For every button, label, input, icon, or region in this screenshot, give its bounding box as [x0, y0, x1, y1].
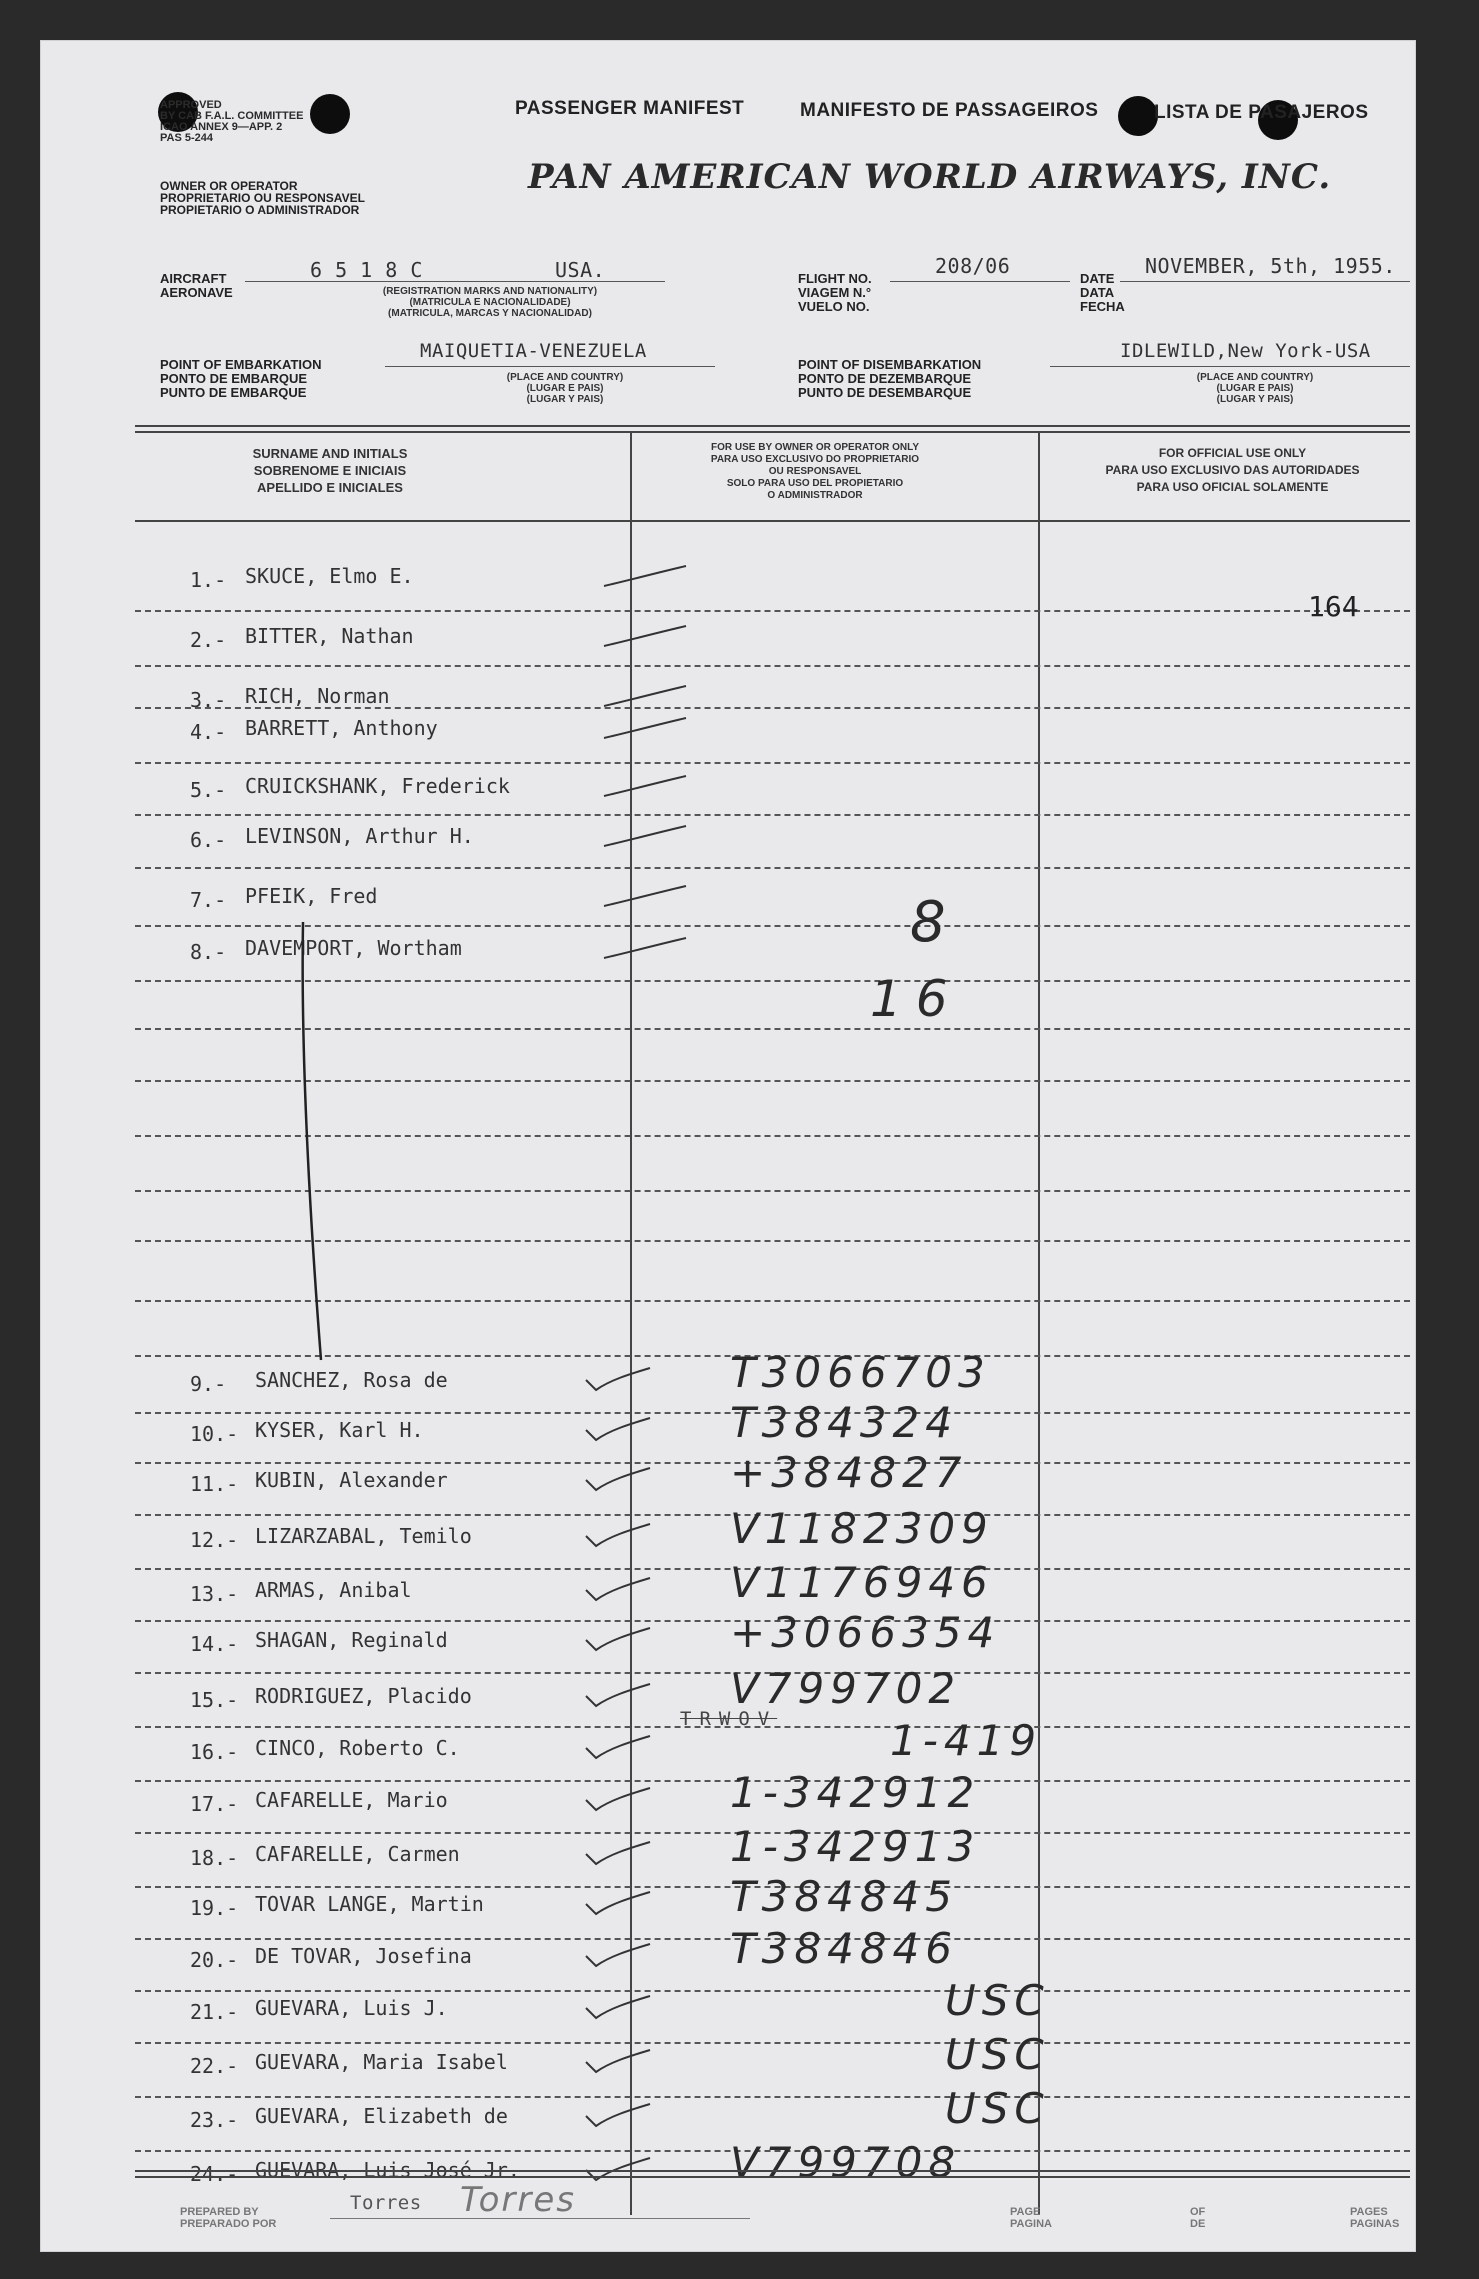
passenger-name: DE TOVAR, Josefina — [255, 1944, 472, 1968]
title-pt: MANIFESTO DE PASSAGEIROS — [800, 100, 1099, 121]
embark-label-line: PUNTO DE EMBARQUE — [160, 385, 307, 400]
check-mark-icon — [580, 1416, 670, 1446]
check-mark-icon — [580, 1734, 670, 1764]
check-mark-icon — [580, 1626, 670, 1656]
passenger-name: CAFARELLE, Carmen — [255, 1842, 460, 1866]
passenger-name: SANCHEZ, Rosa de — [255, 1368, 448, 1392]
passenger-name: BITTER, Nathan — [245, 624, 414, 648]
embark-sub — [480, 372, 650, 405]
col-header-line: FOR OFFICIAL USE ONLY — [1158, 446, 1307, 460]
check-mark-icon — [580, 1366, 670, 1396]
field-underline — [890, 281, 1070, 282]
flight-value: 208/06 — [935, 254, 1011, 278]
manifest-sheet — [40, 40, 1416, 2252]
place-sub-line: (PLACE AND COUNTRY) — [506, 372, 624, 383]
disembark-label-line: PUNTO DE DESEMBARQUE — [798, 385, 972, 400]
passenger-number: 12.- — [190, 1528, 239, 1552]
document-number: V1176946 — [730, 1558, 994, 1607]
row-rule — [135, 2042, 1410, 2044]
passenger-number: 16.- — [190, 1740, 239, 1764]
document-number: V1182309 — [730, 1504, 994, 1553]
col-header-official — [1045, 445, 1420, 496]
of-label-line: DE — [1190, 2218, 1206, 2230]
prepared-value: Torres — [350, 2192, 422, 2214]
embark-label — [160, 358, 322, 400]
check-mark-icon — [580, 2102, 670, 2132]
aircraft-label — [160, 272, 233, 300]
passenger-name: KYSER, Karl H. — [255, 1418, 424, 1442]
check-mark-icon — [580, 1994, 670, 2024]
document-number: USC — [945, 2084, 1050, 2133]
passenger-name: DAVEMPORT, Wortham — [245, 936, 462, 960]
document-number: T384324 — [730, 1398, 958, 1447]
col-header-line: SOBRENOME E INICIAIS — [253, 463, 407, 478]
place-sub-line: (PLACE AND COUNTRY) — [1196, 372, 1314, 383]
passenger-name: GUEVARA, Luis J. — [255, 1996, 448, 2020]
passenger-number: 2.- — [190, 628, 227, 652]
disembark-label — [798, 358, 981, 400]
prepared-label-line: PREPARADO POR — [180, 2218, 277, 2230]
row-rule — [135, 762, 1410, 764]
document-number: +384827 — [730, 1448, 968, 1497]
flight-label-line: FLIGHT NO. — [798, 271, 872, 286]
row-rule — [135, 665, 1410, 667]
place-sub-line: (LUGAR E PAIS) — [1216, 383, 1294, 394]
passenger-number: 19.- — [190, 1896, 239, 1920]
embark-value: MAIQUETIA-VENEZUELA — [420, 340, 647, 362]
passenger-number: 18.- — [190, 1846, 239, 1870]
row-rule — [135, 814, 1410, 816]
embark-label-line: POINT OF EMBARKATION — [160, 357, 322, 372]
check-mark-icon — [600, 882, 690, 912]
flight-label-line: VUELO NO. — [798, 299, 870, 314]
passenger-name: SHAGAN, Reginald — [255, 1628, 448, 1652]
document-number: USC — [945, 2030, 1050, 2079]
handwritten-tally-1: 8 — [910, 890, 952, 955]
official-note: 164 — [1308, 590, 1359, 623]
aircraft-label-line: AERONAVE — [160, 285, 233, 300]
signature: Torres — [460, 2180, 576, 2220]
check-mark-icon — [600, 934, 690, 964]
check-mark-icon — [580, 1576, 670, 1606]
check-mark-icon — [600, 682, 690, 712]
row-rule — [135, 867, 1410, 869]
field-underline — [245, 281, 665, 282]
check-mark-icon — [600, 562, 690, 592]
owner-label-line: PROPIETARIO O ADMINISTRADOR — [160, 203, 360, 217]
passenger-name: PFEIK, Fred — [245, 884, 378, 908]
document-number: V799702 — [730, 1664, 962, 1713]
field-underline — [1050, 366, 1410, 367]
page-label-line: PAGINA — [1010, 2218, 1052, 2230]
document-number: V799708 — [730, 2138, 962, 2187]
col-header-line: SOLO PARA USO DEL PROPIETARIO — [726, 478, 904, 489]
row-rule — [135, 1990, 1410, 1992]
page-label — [1010, 2206, 1052, 2230]
passenger-number: 11.- — [190, 1472, 239, 1496]
passenger-number: 15.- — [190, 1688, 239, 1712]
date-label — [1080, 272, 1125, 314]
approval-line: APPROVED — [160, 99, 222, 111]
document-number: 1-419 — [890, 1716, 1043, 1765]
title-en: PASSENGER MANIFEST — [515, 98, 745, 119]
disembark-sub — [1170, 372, 1340, 405]
passenger-number: 20.- — [190, 1948, 239, 1972]
col-header-line: APELLIDO E INICIALES — [257, 480, 403, 495]
row-rule — [135, 2096, 1410, 2098]
owner-label-line: PROPRIETARIO OU RESPONSAVEL — [160, 191, 365, 205]
document-number: USC — [945, 1976, 1050, 2025]
check-mark-icon — [580, 1522, 670, 1552]
header-bottom-rule — [135, 520, 1410, 522]
passenger-name: SKUCE, Elmo E. — [245, 564, 414, 588]
passenger-name: GUEVARA, Luis José Jr. — [255, 2158, 520, 2182]
approval-line: ICAO ANNEX 9—APP. 2 — [160, 121, 283, 133]
aircraft-sub-line: (REGISTRATION MARKS AND NATIONALITY) — [382, 286, 598, 297]
page-label-line: PAGE — [1010, 2206, 1041, 2218]
pages-label — [1350, 2206, 1399, 2230]
document-number: 1-342912 — [730, 1768, 981, 1817]
passenger-number: 10.- — [190, 1422, 239, 1446]
footer-top-rule — [135, 2176, 1410, 2178]
passenger-name: CRUICKSHANK, Frederick — [245, 774, 510, 798]
pen-line — [295, 920, 335, 1370]
check-mark-icon — [580, 1466, 670, 1496]
disembark-label-line: PONTO DE DEZEMBARQUE — [798, 371, 972, 386]
place-sub-line: (LUGAR Y PAIS) — [526, 394, 604, 405]
passenger-number: 23.- — [190, 2108, 239, 2132]
aircraft-sub-line: (MATRICULA, MARCAS Y NACIONALIDAD) — [388, 308, 592, 319]
col-header-line: OU RESPONSAVEL — [768, 466, 862, 477]
check-mark-icon — [600, 772, 690, 802]
passenger-number: 7.- — [190, 888, 227, 912]
table-top-rule — [135, 425, 1410, 427]
document-number: +3066354 — [730, 1608, 1001, 1657]
col-header-line: FOR USE BY OWNER OR OPERATOR ONLY — [711, 442, 919, 453]
passenger-number: 22.- — [190, 2054, 239, 2078]
passenger-number: 6.- — [190, 828, 227, 852]
passenger-number: 5.- — [190, 778, 227, 802]
passenger-number: 4.- — [190, 720, 227, 744]
check-mark-icon — [580, 1942, 670, 1972]
check-mark-icon — [580, 1890, 670, 1920]
place-sub-line: (LUGAR E PAIS) — [526, 383, 604, 394]
col-header-names — [190, 445, 470, 496]
passenger-number: 9.- — [190, 1372, 227, 1396]
date-label-line: DATE — [1080, 271, 1115, 286]
passenger-name: KUBIN, Alexander — [255, 1468, 448, 1492]
check-mark-icon — [580, 1840, 670, 1870]
footer-top-rule — [135, 2170, 1410, 2172]
aircraft-sub-line: (MATRICULA E NACIONALIDADE) — [409, 297, 571, 308]
passenger-number: 1.- — [190, 568, 227, 592]
passenger-name: TOVAR LANGE, Martin — [255, 1892, 484, 1916]
owner-label-line: OWNER OR OPERATOR — [160, 179, 298, 193]
aircraft-label-line: AIRCRAFT — [160, 271, 227, 286]
check-mark-icon — [580, 1682, 670, 1712]
date-label-line: FECHA — [1080, 299, 1125, 314]
ink-blot — [1118, 96, 1158, 136]
aircraft-value: 6 5 1 8 C — [310, 258, 423, 282]
aircraft-sub — [340, 286, 640, 319]
passenger-number: 24.- — [190, 2162, 239, 2186]
passenger-name: LEVINSON, Arthur H. — [245, 824, 474, 848]
check-mark-icon — [580, 2048, 670, 2078]
passenger-number: 21.- — [190, 2000, 239, 2024]
passenger-name: CINCO, Roberto C. — [255, 1736, 460, 1760]
document-number: T3066703 — [730, 1348, 991, 1397]
passenger-name: GUEVARA, Maria Isabel — [255, 2050, 508, 2074]
flight-label-line: VIAGEM N.° — [798, 285, 872, 300]
approval-block — [160, 100, 390, 144]
col-header-line: PARA USO OFICIAL SOLAMENTE — [1136, 480, 1329, 494]
document-number: T384845 — [730, 1872, 958, 1921]
check-mark-icon — [600, 714, 690, 744]
pages-label-line: PAGINAS — [1350, 2218, 1400, 2230]
passenger-number: 17.- — [190, 1792, 239, 1816]
handwritten-tally-2: 16 — [870, 970, 962, 1028]
passenger-number: 8.- — [190, 940, 227, 964]
col-header-line: PARA USO EXCLUSIVO DAS AUTORIDADES — [1105, 463, 1360, 477]
embark-label-line: PONTO DE EMBARQUE — [160, 371, 308, 386]
of-label-line: OF — [1190, 2206, 1206, 2218]
col-header-line: PARA USO EXCLUSIVO DO PROPRIETARIO — [710, 454, 920, 465]
owner-label — [160, 180, 365, 216]
pages-label-line: PAGES — [1350, 2206, 1388, 2218]
of-label — [1190, 2206, 1205, 2230]
passenger-name: RICH, Norman — [245, 684, 390, 708]
disembark-value: IDLEWILD,New York-USA — [1120, 340, 1371, 362]
col-header-line: O ADMINISTRADOR — [767, 490, 863, 501]
company-name: PAN AMERICAN WORLD AIRWAYS, INC. — [528, 157, 1332, 197]
col-header-owner — [645, 442, 985, 502]
passenger-name: LIZARZABAL, Temilo — [255, 1524, 472, 1548]
aircraft-nationality: USA. — [555, 258, 606, 282]
passenger-name: CAFARELLE, Mario — [255, 1788, 448, 1812]
place-sub-line: (LUGAR Y PAIS) — [1216, 394, 1294, 405]
check-mark-icon — [600, 622, 690, 652]
date-value: NOVEMBER, 5th, 1955. — [1145, 254, 1396, 278]
passenger-name: ARMAS, Anibal — [255, 1578, 412, 1602]
document-number: 1-342913 — [730, 1822, 981, 1871]
document-number: T384846 — [730, 1924, 958, 1973]
passenger-name: GUEVARA, Elizabeth de — [255, 2104, 508, 2128]
date-label-line: DATA — [1080, 285, 1115, 300]
prepared-label-line: PREPARED BY — [180, 2206, 259, 2218]
passenger-number: 13.- — [190, 1582, 239, 1606]
check-mark-icon — [600, 822, 690, 852]
col-header-line: SURNAME AND INITIALS — [252, 446, 408, 461]
passenger-number: 3.- — [190, 688, 227, 712]
passenger-number: 14.- — [190, 1632, 239, 1656]
row-rule — [135, 610, 1410, 612]
field-underline — [330, 2218, 750, 2219]
passenger-name: RODRIGUEZ, Placido — [255, 1684, 472, 1708]
field-underline — [385, 366, 715, 367]
approval-line: BY CAB F.A.L. COMMITTEE — [160, 110, 304, 122]
column-divider — [1038, 433, 1040, 2215]
check-mark-icon — [580, 1786, 670, 1816]
prepared-label — [180, 2206, 276, 2230]
struck-serial: TRWOV — [680, 1708, 778, 1730]
flight-label — [798, 272, 872, 314]
approval-line: PAS 5-244 — [160, 132, 213, 144]
title-es: LISTA DE PASAJEROS — [1154, 102, 1369, 123]
table-top-rule — [135, 431, 1410, 433]
field-underline — [1120, 281, 1410, 282]
disembark-label-line: POINT OF DISEMBARKATION — [798, 357, 982, 372]
passenger-name: BARRETT, Anthony — [245, 716, 438, 740]
